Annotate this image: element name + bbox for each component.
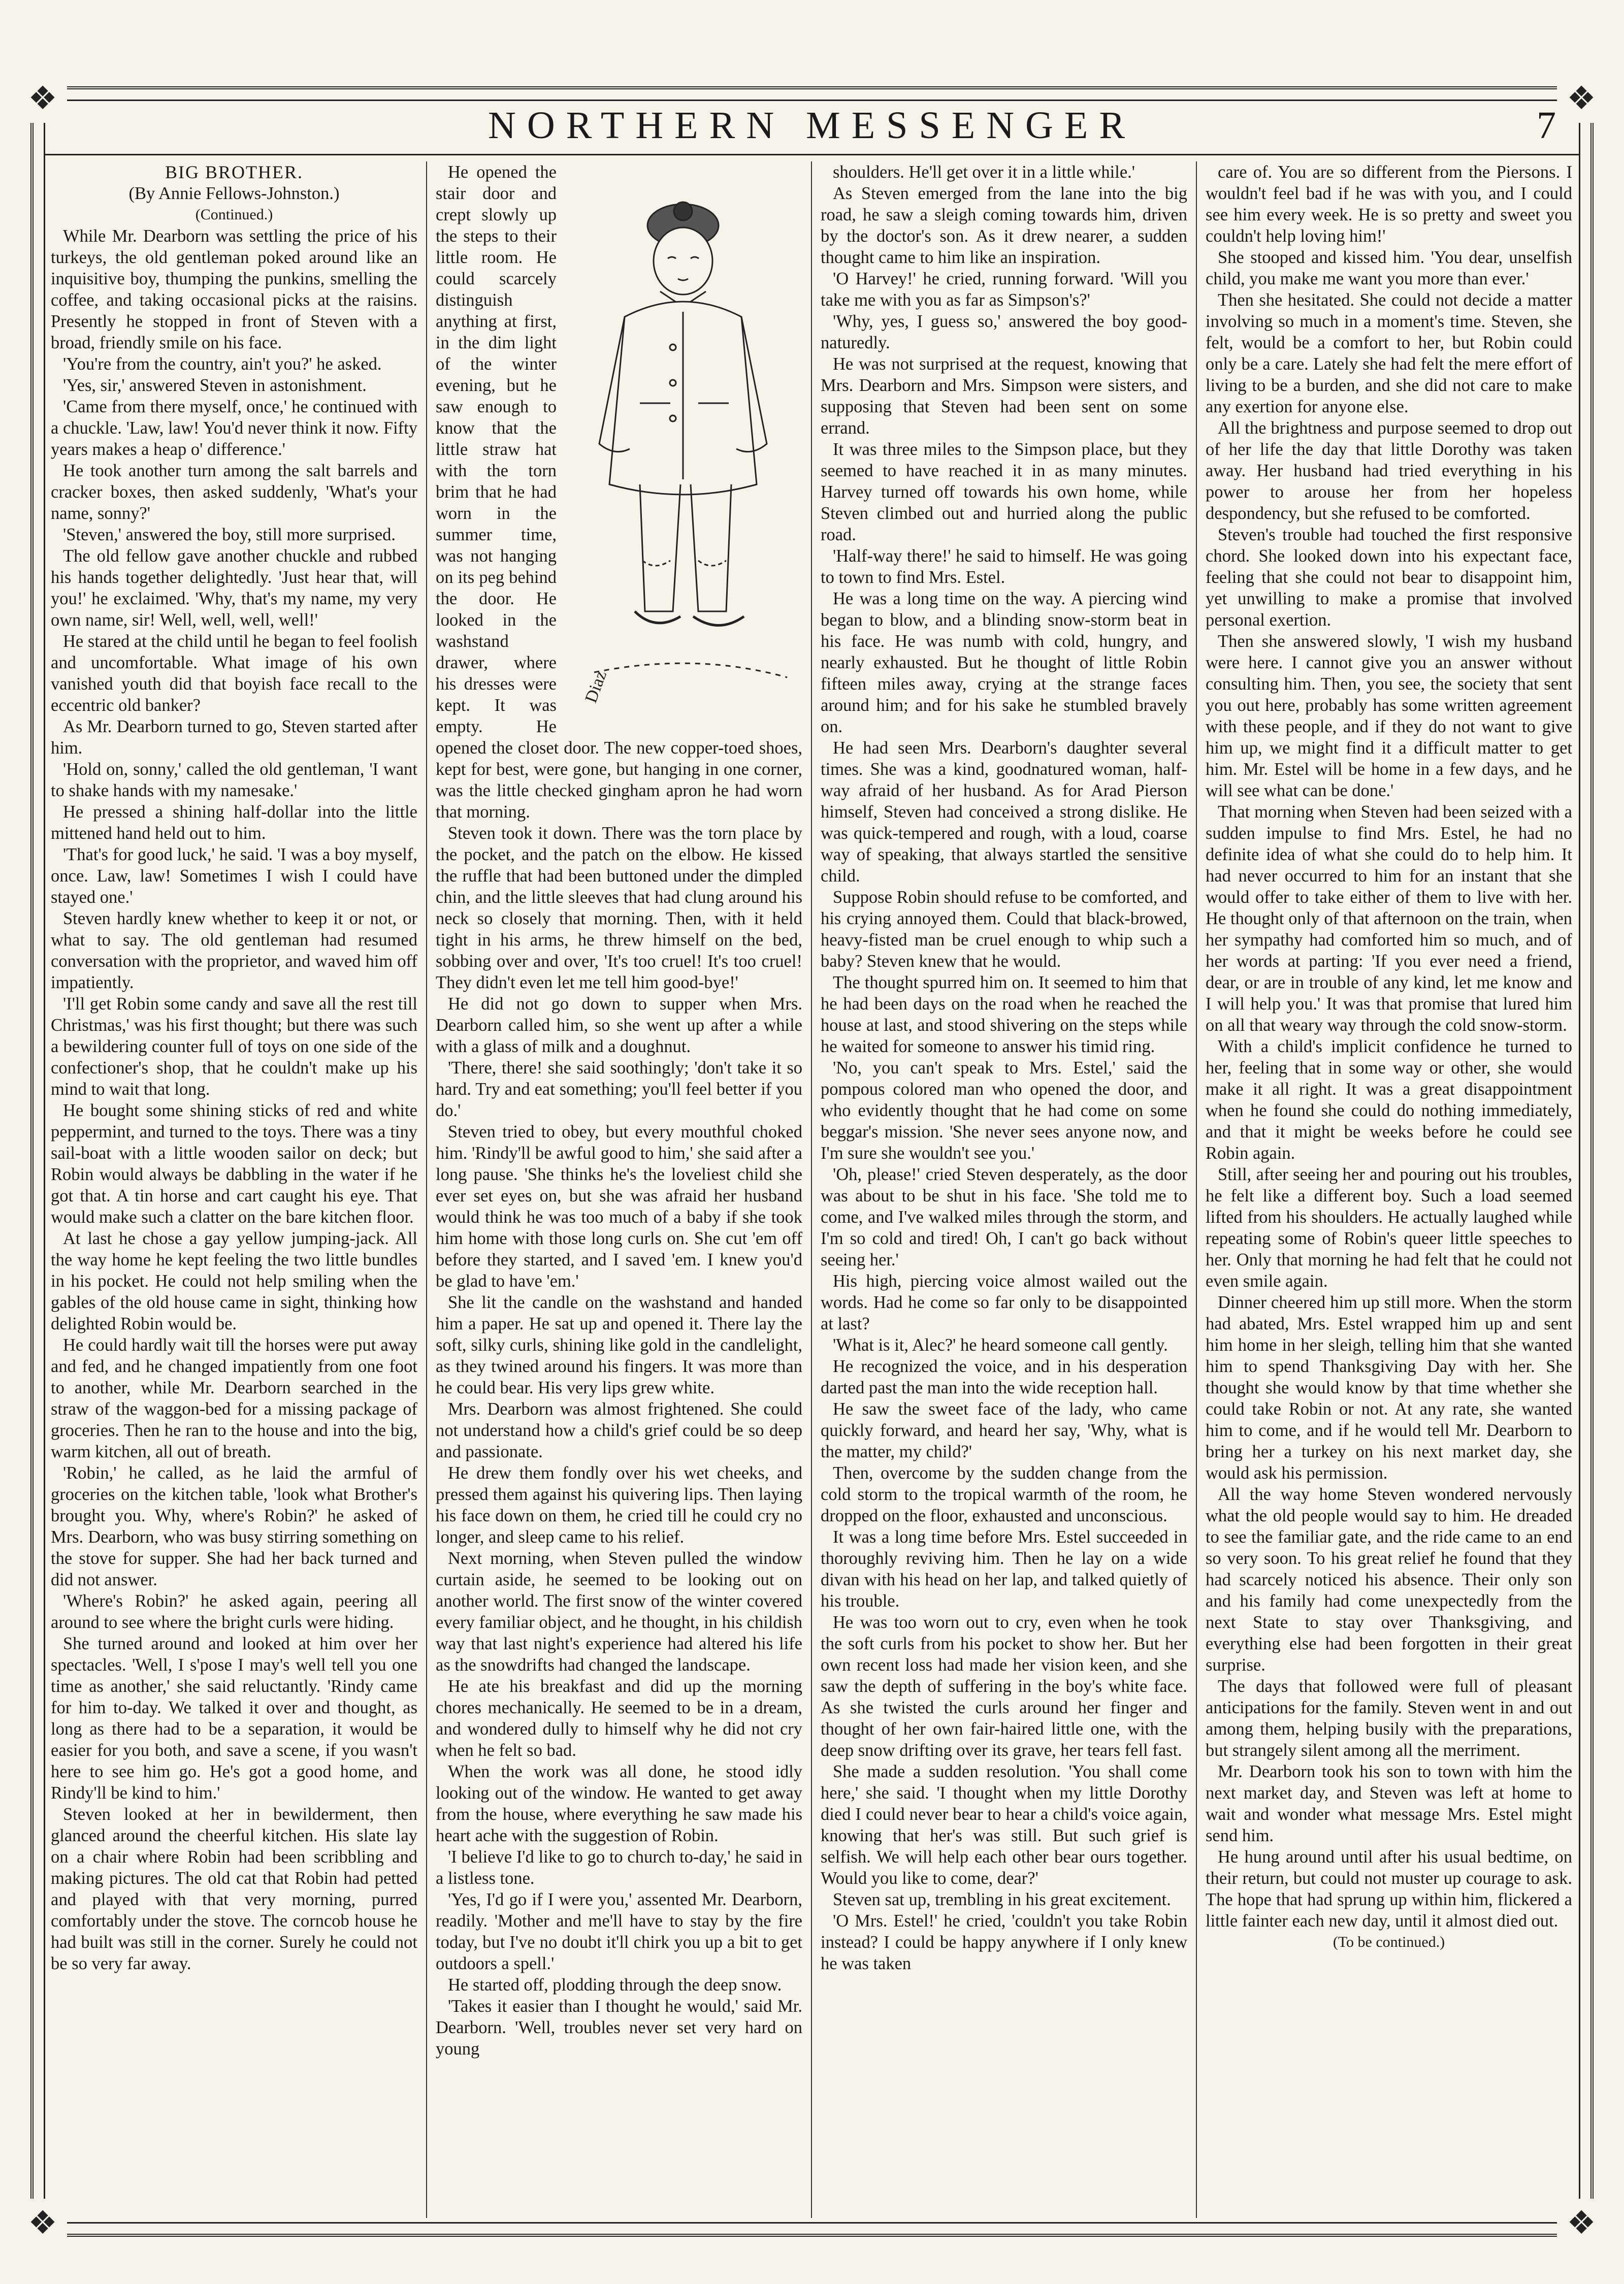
paragraph: His high, piercing voice almost wailed out the words. Had he come so far only to be disappointed at last? — [821, 1271, 1187, 1333]
paragraph: 'There, there! she said soothingly; 'don't take it so hard. Try and eat something; you'll feel better if you do.' — [436, 1058, 802, 1120]
paragraph: She lit the candle on the washstand and handed him a paper. He sat up and opened it. There lay the soft, silky curls, shining like gold in the candlelight, as they twined around his fingers. It was more than he could bear. His very lips grew white. — [436, 1293, 802, 1397]
column-2 — [436, 161, 802, 2218]
story-byline: (By Annie Fellows-Johnston.) — [128, 184, 340, 203]
paragraph: He drew them fondly over his wet cheeks, and pressed them against his quivering lips. Then laying his face down on them, he cried till he could cry no longer, and sleep came to his relief. — [436, 1463, 802, 1547]
paragraph: He saw the sweet face of the lady, who came quickly forward, and heard her say, 'Why, what is the matter, my child?' — [821, 1399, 1187, 1461]
paragraph: Then she answered slowly, 'I wish my husband were here. I cannot give you an answer without consulting him. Then, you see, the society that sent you out here, probably has some written agreement with these people, and if they do not want to give him up, we might find it a difficult matter to get him. Mr. Estel will be home in a few days, and he will see what can be done.' — [1206, 632, 1572, 800]
paragraph: 'Yes, I'd go if I were you,' assented Mr. Dearborn, readily. 'Mother and me'll have to stay by the fire today, but I've no doubt it'll chirk you up a bit to get outdoors a spell.' — [436, 1890, 802, 1973]
paragraph: 'You're from the country, ain't you?' he asked. — [63, 354, 382, 374]
paragraph: He hung around until after his usual bedtime, on their return, but could not muster up courage to ask. The hope that had sprung up within him, flickered a little fainter each new day, until it almost died out. — [1206, 1847, 1572, 1931]
masthead — [44, 100, 1580, 155]
illustration-signature: Diaz — [581, 668, 611, 705]
paragraph: Steven hardly knew whether to keep it or not, or what to say. The old gentleman had resumed conversation with the proprietor, and waved him off impatiently. — [51, 909, 417, 992]
paragraph: 'Where's Robin?' he asked again, peering all around to see where the bright curls were hiding. — [51, 1591, 417, 1632]
column-1 — [51, 161, 417, 2218]
paragraph: He was too worn out to cry, even when he took the soft curls from his pocket to show her. But her own recent loss had made her vision keen, and she saw the depth of suffering in the boy's white face. As she twisted the curls around her finger and thought of her own fair-haired little one, with the deep snow drifting over its grave, her tears fell fast. — [821, 1613, 1187, 1760]
paragraph: He pressed a shining half-dollar into the little mittened hand held out to him. — [51, 802, 417, 843]
masthead-title: NORTHERN MESSENGER — [488, 104, 1136, 147]
paragraph: He bought some shining sticks of red and white peppermint, and turned to the toys. There was a tiny sail-boat with a little wooden sailor on deck; but Robin would always be dabbling in the water if he got that. A tin horse and cart caught his eye. That would make such a clatter on the bare kitchen floor. — [51, 1101, 417, 1227]
paragraph: 'Robin,' he called, as he laid the armful of groceries on the kitchen table, 'look what Brother's brought you. Why, where's Robin?' he asked of Mrs. Dearborn, who was busy stirring something on the stove for supper. She had her back turned and did not answer. — [51, 1463, 417, 1589]
paragraph: 'I'll get Robin some candy and save all the rest till Christmas,' was his first thought; but there was such a bewildering counter full of toys on one side of the confectioner's shop, that he couldn't make up his mind to wait that long. — [51, 994, 417, 1099]
to-be-continued-label: (To be continued.) — [1333, 1934, 1445, 1950]
paragraph: Steven's trouble had touched the first responsive chord. She looked down into his expectant face, feeling that she could not bear to disappoint him, yet unwilling to make a promise that involved personal exertion. — [1206, 525, 1572, 630]
paragraph: 'O Mrs. Estel!' he cried, 'couldn't you take Robin instead? I could be happy anywhere if I only knew he was taken — [821, 1911, 1187, 1973]
paragraph: Steven took it down. There was the torn place by the pocket, and the patch on the elbow. He kissed the ruffle that had been buttoned under the dimpled chin, and the little sleeves that had clung around his neck so closely that morning. Then, with it held tight in his arms, he threw himself on the bed, sobbing over and over, 'It's too cruel! It's too cruel! They didn't even let me tell him good-bye!' — [436, 824, 802, 992]
paragraph: It was a long time before Mrs. Estel succeeded in thoroughly reviving him. Then he lay on a wide divan with his head on her lap, and talked quietly of his trouble. — [821, 1527, 1187, 1611]
paragraph: With a child's implicit confidence he turned to her, feeling that in some way or other, she would make it all right. It was a great disappointment when he found she could do nothing immediately, and that it might be weeks before he could see Robin again. — [1206, 1037, 1572, 1163]
paragraph: All the way home Steven wondered nervously what the old people would say to him. He dreaded to see the familiar gate, and the ride came to an end so very soon. To his great relief he found that they had scarcely noticed his absence. Their only son and his family had come unexpectedly from the next State to stay over Thanksgiving, and everything else had been forgotten in their great surprise. — [1206, 1485, 1572, 1675]
column-3-text — [821, 161, 1187, 1974]
paragraph: 'No, you can't speak to Mrs. Estel,' said the pompous colored man who opened the door, and who evidently thought that he had come on some beggar's mission. 'She never sees anyone now, and I'm sure she wouldn't see you.' — [821, 1058, 1187, 1163]
paragraph: She stooped and kissed him. 'You dear, unselfish child, you make me want you more than ever.' — [1206, 248, 1572, 288]
paragraph: He could hardly wait till the horses were put away and fed, and he changed impatiently from one foot to another, while Mr. Dearborn searched in the straw of the waggon-bed for a missing package of groceries. Then he ran to the house and into the big, warm kitchen, all out of breath. — [51, 1335, 417, 1461]
paragraph: He started off, plodding through the deep snow. — [448, 1975, 782, 1995]
paragraph: 'I believe I'd like to go to church to-day,' he said in a listless tone. — [436, 1847, 802, 1888]
paragraph: At last he chose a gay yellow jumping-jack. All the way home he kept feeling the two little bundles in his pocket. He could not help smiling when the gables of the old house came in sight, thinking how delighted Robin would be. — [51, 1229, 417, 1333]
paragraph: When the work was all done, he stood idly looking out of the window. He wanted to get away from the house, where everything he saw made his heart ache with the suggestion of Robin. — [436, 1762, 802, 1845]
paragraph: The old fellow gave another chuckle and rubbed his hands together delightedly. 'Just hear that, will you!' he exclaimed. 'Why, that's my name, my very own name, sir! Well, well, well, well!' — [51, 546, 417, 630]
paragraph: Still, after seeing her and pouring out his troubles, he felt like a different boy. Such a load seemed lifted from his shoulders. He actually laughed while repeating some of Robin's queer little speeches to her. Only that morning he had felt that he could not even smile again. — [1206, 1165, 1572, 1291]
paragraph: He opened the stair door and crept slowly up the steps to their little room. He could scarcely distinguish anything at first, in the dim light of the winter evening, but he saw enough to know that the little straw hat with the torn brim that he had worn in the summer time, was not hanging on its peg behind the door. He looked in the washstand drawer, where his dresses were kept. It was empty. He opened the closet door. The new copper-toed shoes, kept for best, were gone, but hanging in one corner, was the little checked gingham apron he had worn that morning. — [436, 162, 802, 822]
paragraph: While Mr. Dearborn was settling the price of his turkeys, the old gentleman poked around like an inquisitive boy, thumping the punkins, smelling the coffee, and taking occasional picks at the raisins. Presently he stopped in front of Steven with a broad, friendly smile on his face. — [51, 226, 417, 352]
paragraph: He recognized the voice, and in his desperation darted past the man into the wide reception hall. — [821, 1357, 1187, 1397]
column-3 — [821, 161, 1187, 2218]
paragraph: He was a long time on the way. A piercing wind began to blow, and a blinding snow-storm beat in his face. He was numb with cold, hungry, and nearly exhausted. But he thought of little Robin fifteen miles away, crying at the strange faces around him; and for his sake he stumbled bravely on. — [821, 589, 1187, 736]
paragraph: Mr. Dearborn took his son to town with him the next market day, and Steven was left at home to wait and wonder what message Mrs. Estel might send him. — [1206, 1762, 1572, 1845]
paragraph: As Mr. Dearborn turned to go, Steven started after him. — [51, 717, 417, 758]
boy-illustration — [564, 165, 802, 713]
paragraph: Suppose Robin should refuse to be comforted, and his crying annoyed them. Could that black-browed, heavy-fisted man be cruel enough to whip such a baby? Steven knew that he would. — [821, 888, 1187, 971]
paragraph: care of. You are so different from the Piersons. I wouldn't feel bad if he was with you, and I could see him every week. He is so pretty and sweet you couldn't help loving him!' — [1206, 162, 1572, 246]
paragraph: 'What is it, Alec?' he heard someone call gently. — [833, 1335, 1168, 1355]
paragraph: He did not go down to supper when Mrs. Dearborn called him, so she went up after a while with a glass of milk and a doughnut. — [436, 994, 802, 1056]
paragraph: 'Takes it easier than I thought he would,' said Mr. Dearborn. 'Well, troubles never set very hard on young — [436, 1997, 802, 2059]
corner-ornament-icon: ❖ — [1557, 74, 1606, 123]
paragraph: She made a sudden resolution. 'You shall come here,' she said. 'I thought when my little Dorothy died I could never bear to hear a child's voice again, knowing that her's was still. But such grief is selfish. We will help each other bear ours together. Would you like to come, dear?' — [821, 1762, 1187, 1888]
paragraph: 'Yes, sir,' answered Steven in astonishment. — [63, 376, 367, 395]
paragraph: He had seen Mrs. Dearborn's daughter several times. She was a kind, goodnatured woman, half-way afraid of her husband. As for Arad Pierson himself, Steven had conceived a strong dislike. He was quick-tempered and rough, with a loud, coarse way of speaking, that always startled the sensitive child. — [821, 738, 1187, 886]
corner-ornament-icon: ❖ — [18, 2199, 67, 2247]
paragraph: Mrs. Dearborn was almost frightened. She could not understand how a child's grief could be so deep and passionate. — [436, 1399, 802, 1461]
page-number: 7 — [1537, 104, 1556, 147]
paragraph: As Steven emerged from the lane into the big road, he saw a sleigh coming towards him, driven by the doctor's son. As it drew nearer, a sudden thought came to him like an inspiration. — [821, 184, 1187, 267]
paragraph: The thought spurred him on. It seemed to him that he had been days on the road when he reached the house at last, and stood shivering on the steps while he waited for someone to answer his timid ring. — [821, 973, 1187, 1056]
paragraph: He was not surprised at the request, knowing that Mrs. Dearborn and Mrs. Simpson were sisters, and supposing that Steven had been sent on some errand. — [821, 354, 1187, 438]
paragraph: He stared at the child until he began to feel foolish and uncomfortable. What image of his own vanished youth did that boyish face recall to the eccentric old banker? — [51, 632, 417, 715]
paragraph: 'Why, yes, I guess so,' answered the boy good-naturedly. — [821, 312, 1187, 352]
column-1-text — [51, 225, 417, 1974]
paragraph: Steven looked at her in bewilderment, then glanced around the cheerful kitchen. His slate lay on a chair where Robin had been scribbling and making pictures. The old cat that Robin had petted and played with that very morning, purred comfortably under the stove. The corncob house he had built was still in the corner. Surely he could not be so very far away. — [51, 1805, 417, 1973]
paragraph: She turned around and looked at him over her spectacles. 'Well, I s'pose I may's well tell you one time as another,' she said reluctantly. 'Rindy came for him to-day. We talked it over and thought, as long as there had to be a separation, it would be easier for you both, and save a scene, if you wasn't here to see him go. He's got a good home, and Rindy'll be kind to him.' — [51, 1634, 417, 1803]
paragraph: shoulders. He'll get over it in a little while.' — [833, 162, 1135, 182]
paragraph: 'Half-way there!' he said to himself. He was going to town to find Mrs. Estel. — [821, 546, 1187, 587]
paragraph: He took another turn among the salt barrels and cracker boxes, then asked suddenly, 'What's your name, sonny?' — [51, 461, 417, 523]
paragraph: 'Steven,' answered the boy, still more surprised. — [63, 525, 396, 544]
paragraph: 'O Harvey!' he cried, running forward. 'Will you take me with you as far as Simpson's?' — [821, 269, 1187, 310]
paragraph: That morning when Steven had been seized with a sudden impulse to find Mrs. Estel, he had no definite idea of what she could do to help him. It had never occurred to him for an instant that she would offer to take either of them to live with her. He thought only of that afternoon on the train, when her sympathy had comforted him so much, and of her words at parting: 'If you ever need a friend, dear, or are in trouble of any kind, let me know and I will help you.' It was that promise that lured him on all that weary way through the cold snow-storm. — [1206, 802, 1572, 1035]
paragraph: 'That's for good luck,' he said. 'I was a boy myself, once. Law, law! Sometimes I wish I could have stayed one.' — [51, 845, 417, 907]
paragraph: Steven tried to obey, but every mouthful choked him. 'Rindy'll be awful good to him,' she said after a long pause. 'She thinks he's the loveliest child she ever set eyes on, but she was afraid her husband would think he was too much of a baby if she took him home with those long curls on. She cut 'em off before they started, and I saved 'em. I knew you'd be glad to have 'em.' — [436, 1122, 802, 1291]
article-columns — [51, 161, 1574, 2218]
paragraph: Next morning, when Steven pulled the window curtain aside, he seemed to be looking out on another world. The first snow of the winter covered every familiar object, and he thought, in his childish way that last night's experience had altered his life as the snowdrifts had changed the landscape. — [436, 1549, 802, 1675]
paragraph: 'Hold on, sonny,' called the old gentleman, 'I want to shake hands with my namesake.' — [51, 760, 417, 800]
column-4-text — [1206, 161, 1572, 1932]
column-4 — [1206, 161, 1572, 2218]
paragraph: 'Oh, please!' cried Steven desperately, as the door was about to be shut in his face. 'She told me to come, and I've walked miles through the storm, and I'm so cold and tired! Oh, I can't go back without seeing her.' — [821, 1165, 1187, 1269]
paragraph: Then she hesitated. She could not decide a matter involving so much in a moment's time. Steven, she felt, would be a comfort to her, but Robin could only be a care. Lately she had felt the mere effort of living to be a burden, and she did not care to make any exertion for anyone else. — [1206, 290, 1572, 416]
paragraph: He ate his breakfast and did up the morning chores mechanically. He seemed to be in a dream, and wondered dully to himself why he did not cry when he felt so bad. — [436, 1677, 802, 1760]
corner-ornament-icon: ❖ — [1557, 2199, 1606, 2247]
paragraph: It was three miles to the Simpson place, but they seemed to have reached it in as many minutes. Harvey turned off towards his own home, while Steven climbed out and hurried along the public road. — [821, 440, 1187, 544]
paragraph: Dinner cheered him up still more. When the storm had abated, Mrs. Estel wrapped him up and sent him home in her sleigh, telling him that she wanted him to spend Thanksgiving Day with her. She thought she would know by that time whether she could take Robin or not. At any rate, she wanted him to come, and if he would tell Mr. Dearborn to bring her a turkey on his next market day, she would ask his permission. — [1206, 1293, 1572, 1483]
paragraph: Steven sat up, trembling in his great excitement. — [833, 1890, 1171, 1909]
paragraph: The days that followed were full of pleasant anticipations for the family. Steven went in and out among them, helping busily with the preparations, but strangely silent among all the merriment. — [1206, 1677, 1572, 1760]
paragraph: 'Came from there myself, once,' he continued with a chuckle. 'Law, law! You'd never think it now. Fifty years makes a heap o' difference.' — [51, 397, 417, 459]
corner-ornament-icon: ❖ — [18, 74, 67, 123]
story-title: BIG BROTHER. — [165, 162, 303, 182]
paragraph: All the brightness and purpose seemed to drop out of her life the day that little Dorothy was taken away. Her husband had tried everything in his power to arouse her from her hopeless despondency, but she refused to be comforted. — [1206, 418, 1572, 523]
continued-label: (Continued.) — [195, 206, 273, 223]
paragraph: Then, overcome by the sudden change from the cold storm to the tropical warmth of the room, he dropped on the floor, exhausted and unconscious. — [821, 1463, 1187, 1525]
